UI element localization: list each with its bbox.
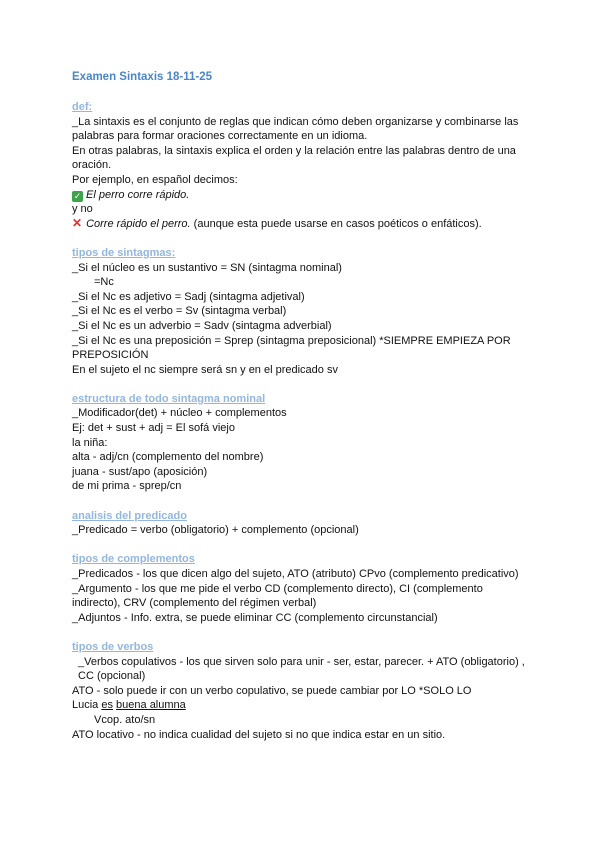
heading-sintagmas: tipos de sintagmas:: [72, 246, 176, 259]
verbos-line-4: Vcop. ato/sn: [94, 713, 156, 726]
estructura-line-6: de mi prima - sprep/cn: [72, 480, 182, 493]
heading-estructura: estructura de todo sintagma nominal: [72, 392, 266, 405]
sintagmas-line-1: _Si el núcleo es un sustantivo = SN (sintagma nominal): [72, 261, 342, 274]
estructura-line-5: juana - sust/apo (aposición): [72, 465, 208, 478]
example-ok-line: [72, 188, 532, 203]
def-line-1: _La sintaxis es el conjunto de reglas que indican cómo deben organizarse y combinarse las palabras para formar oraciones correctamente en un idioma.: [72, 115, 519, 143]
example-bad-note: (aunque esta puede usarse en casos poéticos o enfáticos).: [190, 217, 482, 230]
section-analisis: [72, 509, 532, 538]
verbos-line-3-ato: buena alumna: [116, 699, 186, 712]
sintagmas-line-5: _Si el Nc es una preposición = Sprep (sintagma preposicional) *SIEMPRE EMPIEZA POR PREPOSICIÓN: [72, 334, 511, 362]
section-def: [72, 100, 532, 231]
verbos-line-3-a: Lucia: [72, 699, 102, 712]
example-ok: El perro corre rápido.: [86, 188, 190, 201]
sintagmas-line-6: En el sujeto el nc siempre será sn y en el predicado sv: [72, 363, 338, 376]
example-bad-line: [72, 217, 532, 232]
sintagmas-line-4: _Si el Nc es un adverbio = Sadv (sintagma adverbial): [72, 319, 332, 332]
verbos-line-2: ATO - solo puede ir con un verbo copulativo, se puede cambiar por LO *SOLO LO: [72, 684, 472, 697]
sintagmas-line-1b: =Nc: [94, 276, 114, 289]
verbos-line-5: ATO locativo - no indica cualidad del sujeto si no que indica estar en un sitio.: [72, 728, 446, 741]
estructura-line-4: alta - adj/cn (complemento del nombre): [72, 451, 264, 464]
estructura-line-3: la niña:: [72, 436, 108, 449]
example-bad: Corre rápido el perro.: [86, 217, 191, 230]
estructura-line-1: _Modificador(det) + núcleo + complementos: [72, 407, 287, 420]
sintagmas-line-3: _Si el Nc es el verbo = Sv (sintagma verbal): [72, 305, 287, 318]
section-complementos: [72, 552, 532, 625]
verbos-line-3: [72, 698, 532, 713]
complementos-line-3: _Adjuntos - Info. extra, se puede eliminar CC (complemento circunstancial): [72, 611, 438, 624]
section-sintagmas: [72, 246, 532, 377]
def-line-3: Por ejemplo, en español decimos:: [72, 173, 238, 186]
def-line-2: En otras palabras, la sintaxis explica el orden y la relación entre las palabras dentro de una oración.: [72, 144, 516, 172]
analisis-line-1: _Predicado = verbo (obligatorio) + complemento (opcional): [72, 524, 359, 537]
document-body: [72, 100, 532, 757]
document-title: Examen Sintaxis 18-11-25: [72, 71, 212, 83]
heading-def: def:: [72, 101, 93, 113]
sintagmas-line-2: _Si el Nc es adjetivo = Sadj (sintagma adjetival): [72, 290, 305, 303]
section-verbos: [72, 640, 532, 742]
heading-analisis: analisis del predicado: [72, 509, 187, 522]
connector: y no: [72, 203, 93, 216]
estructura-line-2: Ej: det + sust + adj = El sofá viejo: [72, 422, 235, 435]
heading-complementos: tipos de complementos: [72, 553, 195, 566]
heading-verbos: tipos de verbos: [72, 640, 154, 653]
verbos-line-1: _Verbos copulativos - los que sirven solo para unir - ser, estar, parecer. + ATO (obligatorio) , CC (opcional): [78, 655, 525, 683]
complementos-line-2: _Argumento - los que me pide el verbo CD (complemento directo), CI (complemento indirecto), CRV (complemento del régimen verbal): [72, 582, 483, 610]
verbos-line-3-verb: es: [101, 699, 113, 712]
check-icon: ✓: [73, 190, 82, 201]
complementos-line-1: _Predicados - los que dicen algo del sujeto, ATO (atributo) CPvo (complemento predicativo): [72, 568, 519, 580]
cross-icon: ✕: [72, 215, 83, 230]
section-estructura: [72, 392, 532, 494]
